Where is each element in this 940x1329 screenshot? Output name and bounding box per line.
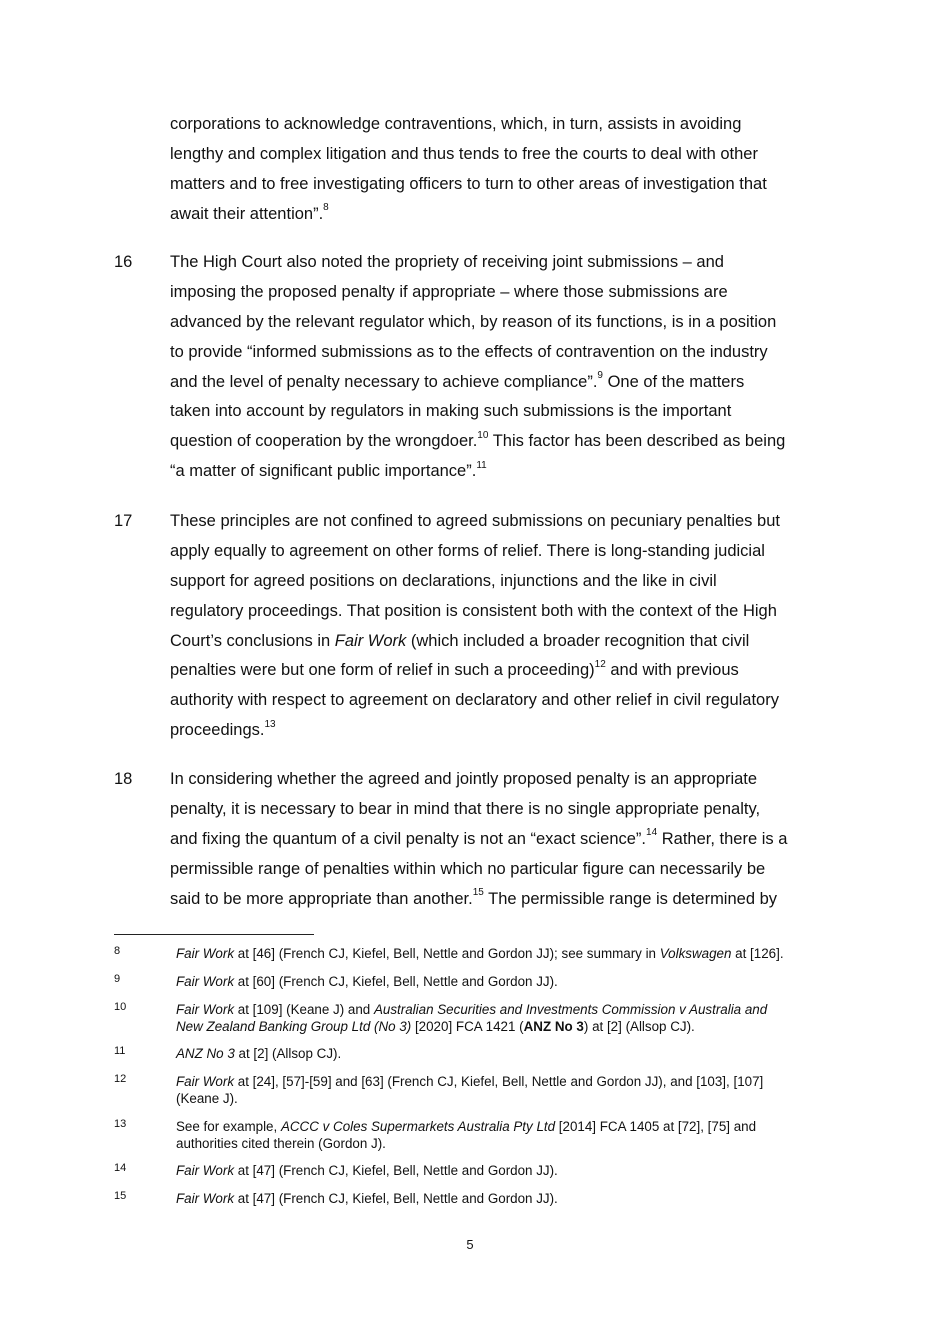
text-run: at [60] (French CJ, Kiefel, Bell, Nettle and Gordon JJ). (234, 974, 558, 989)
text-run: One of the matters (602, 372, 745, 391)
text-line (170, 656, 830, 686)
paragraph-18 (170, 765, 830, 914)
text-run: taken into account by regulators in making such submissions is the important (170, 402, 732, 421)
paragraph-16 (170, 248, 830, 487)
footnote-reference: 13 (264, 718, 276, 730)
text-line (170, 427, 830, 457)
text-line (170, 537, 830, 567)
footnote-reference: 14 (646, 827, 658, 839)
text-run: The permissible range is determined by (483, 889, 778, 908)
text-line (170, 567, 830, 597)
text-run: Fair Work (176, 1191, 235, 1206)
footnote-text (176, 1119, 836, 1153)
text-line (170, 716, 830, 746)
text-run: at [47] (French CJ, Kiefel, Bell, Nettle and Gordon JJ). (234, 1191, 558, 1206)
text-run: regulatory proceedings. That position is consistent both with the context of the High (170, 601, 777, 620)
text-run: corporations to acknowledge contraventions, which, in turn, assists in avoiding (170, 115, 742, 133)
text-run: penalties were but one form of relief in such a proceeding) (170, 661, 595, 680)
footnote-text (176, 1002, 836, 1036)
footnote-divider (114, 934, 314, 935)
text-run: penalty, it is necessary to bear in mind that there is no single appropriate penalty, (170, 799, 761, 818)
text-line (170, 507, 830, 537)
text-run: await their attention”. (170, 204, 324, 223)
text-line (170, 825, 830, 855)
text-run: ) at [2] (Allsop CJ). (583, 1018, 695, 1034)
footnote-text (176, 1046, 836, 1063)
text-run: and the level of penalty necessary to achieve compliance”. (170, 372, 598, 391)
text-run: support for agreed positions on declarations, injunctions and the like in civil (170, 571, 717, 590)
text-run: authorities cited therein (Gordon J). (176, 1135, 386, 1151)
footnote-text (176, 974, 836, 991)
text-run: and fixing the quantum of a civil penalty is not an “exact science”. (170, 829, 647, 848)
text-run: said to be more appropriate than another. (170, 889, 473, 908)
text-run: ACCC v Coles Supermarkets Australia Pty Ltd (280, 1119, 556, 1134)
text-run: In considering whether the agreed and jointly proposed penalty is an appropriate (170, 770, 758, 788)
text-run: “a matter of significant public importance”. (170, 462, 477, 481)
text-run: and with previous (605, 661, 739, 680)
text-run: Fair Work (176, 974, 235, 989)
text-line (170, 686, 830, 716)
text-run: at [24], [57]-[59] and [63] (French CJ, Kiefel, Bell, Nettle and Gordon JJ), and [103], [107] (234, 1074, 764, 1089)
text-run: to provide “informed submissions as to the effects of contravention on the industry (170, 342, 768, 361)
footnote-text (176, 1074, 836, 1108)
text-line (170, 248, 830, 278)
text-run: New Zealand Banking Group Ltd (No 3) (176, 1018, 412, 1034)
footnote-reference: 15 (472, 887, 484, 899)
text-run: Volkswagen (659, 946, 732, 961)
text-run: at [109] (Keane J) and (234, 1002, 374, 1017)
text-run: Fair Work (176, 1163, 235, 1178)
paragraph-number: 17 (114, 512, 133, 530)
text-run: proceedings. (170, 721, 265, 740)
text-run: matters and to free investigating officers to turn to other areas of investigation that (170, 174, 767, 193)
text-run: See for example, (176, 1119, 281, 1134)
text-line (170, 140, 830, 170)
text-run: at [2] (Allsop CJ). (234, 1046, 342, 1061)
footnote-number: 8 (114, 945, 121, 957)
text-line (170, 110, 830, 140)
footnote-reference: 12 (594, 658, 606, 670)
footnote-text (176, 1191, 836, 1208)
footnote-reference: 11 (476, 459, 487, 471)
text-run: at [46] (French CJ, Kiefel, Bell, Nettle and Gordon JJ); see summary in (234, 946, 660, 961)
paragraph-17 (170, 507, 830, 746)
footnote-reference: 9 (597, 370, 603, 382)
text-run: advanced by the relevant regulator which, by reason of its functions, is in a position (170, 312, 777, 331)
footnote-line (176, 1163, 836, 1180)
text-run: at [126]. (731, 946, 784, 961)
text-run: Fair Work (176, 1074, 235, 1089)
paragraph-number: 16 (114, 253, 133, 271)
footnote-text (176, 1163, 836, 1180)
footnote-number: 9 (114, 973, 121, 985)
text-line (170, 597, 830, 627)
footnote-line (176, 1136, 836, 1153)
text-run: apply equally to agreement on other forms of relief. There is long-standing judicial (170, 541, 765, 560)
text-run: The High Court also noted the propriety of receiving joint submissions – and (170, 253, 724, 271)
text-run: authority with respect to agreement on declaratory and other relief in civil regulatory (170, 691, 779, 710)
text-run: Fair Work (176, 1002, 235, 1017)
footnote-line (176, 1191, 836, 1208)
text-run: imposing the proposed penalty if appropriate – where those submissions are (170, 282, 728, 301)
text-run: permissible range of penalties within which no particular figure can necessarily be (170, 859, 766, 878)
text-run: lengthy and complex litigation and thus tends to free the courts to deal with other (170, 144, 758, 163)
text-line (170, 885, 830, 915)
footnote-line (176, 974, 836, 991)
text-run: ANZ No 3 (523, 1018, 584, 1034)
footnote-line (176, 946, 836, 963)
footnote-line (176, 1119, 836, 1136)
text-line (170, 338, 830, 368)
footnote-reference: 10 (477, 429, 489, 441)
footnote-number: 11 (114, 1045, 126, 1057)
footnote-number: 10 (114, 1001, 127, 1013)
footnote-line (176, 1091, 836, 1108)
text-line (170, 170, 830, 200)
footnote-line (176, 1074, 836, 1091)
footnote-number: 13 (114, 1118, 127, 1130)
footnote-line (176, 1002, 836, 1019)
text-run: (which included a broader recognition that civil (406, 631, 750, 650)
text-run: Court’s conclusions in (170, 631, 335, 650)
footnote-text (176, 946, 836, 963)
footnote-number: 14 (114, 1162, 127, 1174)
footnote-line (176, 1019, 836, 1036)
footnote-number: 12 (114, 1073, 127, 1085)
paragraph-continuation (170, 110, 830, 230)
text-run: [2014] FCA 1405 at [72], [75] and (555, 1119, 757, 1134)
text-line (170, 308, 830, 338)
text-run: at [47] (French CJ, Kiefel, Bell, Nettle and Gordon JJ). (234, 1163, 558, 1178)
footnote-number: 15 (114, 1190, 127, 1202)
text-run: Rather, there is a (657, 829, 788, 848)
text-line (170, 457, 830, 487)
text-run: Fair Work (176, 946, 235, 961)
text-run: Fair Work (334, 631, 407, 650)
footnote-line (176, 1046, 836, 1063)
text-run: ANZ No 3 (176, 1046, 235, 1061)
text-run: question of cooperation by the wrongdoer. (170, 432, 478, 451)
text-line (170, 795, 830, 825)
text-line (170, 627, 830, 657)
text-line (170, 765, 830, 795)
text-run: Australian Securities and Investments Commission v Australia and (373, 1002, 768, 1017)
text-run: [2020] FCA 1421 ( (411, 1018, 524, 1034)
text-line (170, 397, 830, 427)
text-line (170, 855, 830, 885)
text-line (170, 368, 830, 398)
text-line (170, 278, 830, 308)
text-run: This factor has been described as being (488, 432, 786, 451)
footnote-reference: 8 (323, 202, 329, 214)
text-run: These principles are not confined to agreed submissions on pecuniary penalties but (170, 512, 780, 530)
text-run: (Keane J). (176, 1090, 238, 1106)
text-line (170, 200, 830, 230)
page-number: 5 (466, 1237, 474, 1252)
paragraph-number: 18 (114, 770, 133, 788)
